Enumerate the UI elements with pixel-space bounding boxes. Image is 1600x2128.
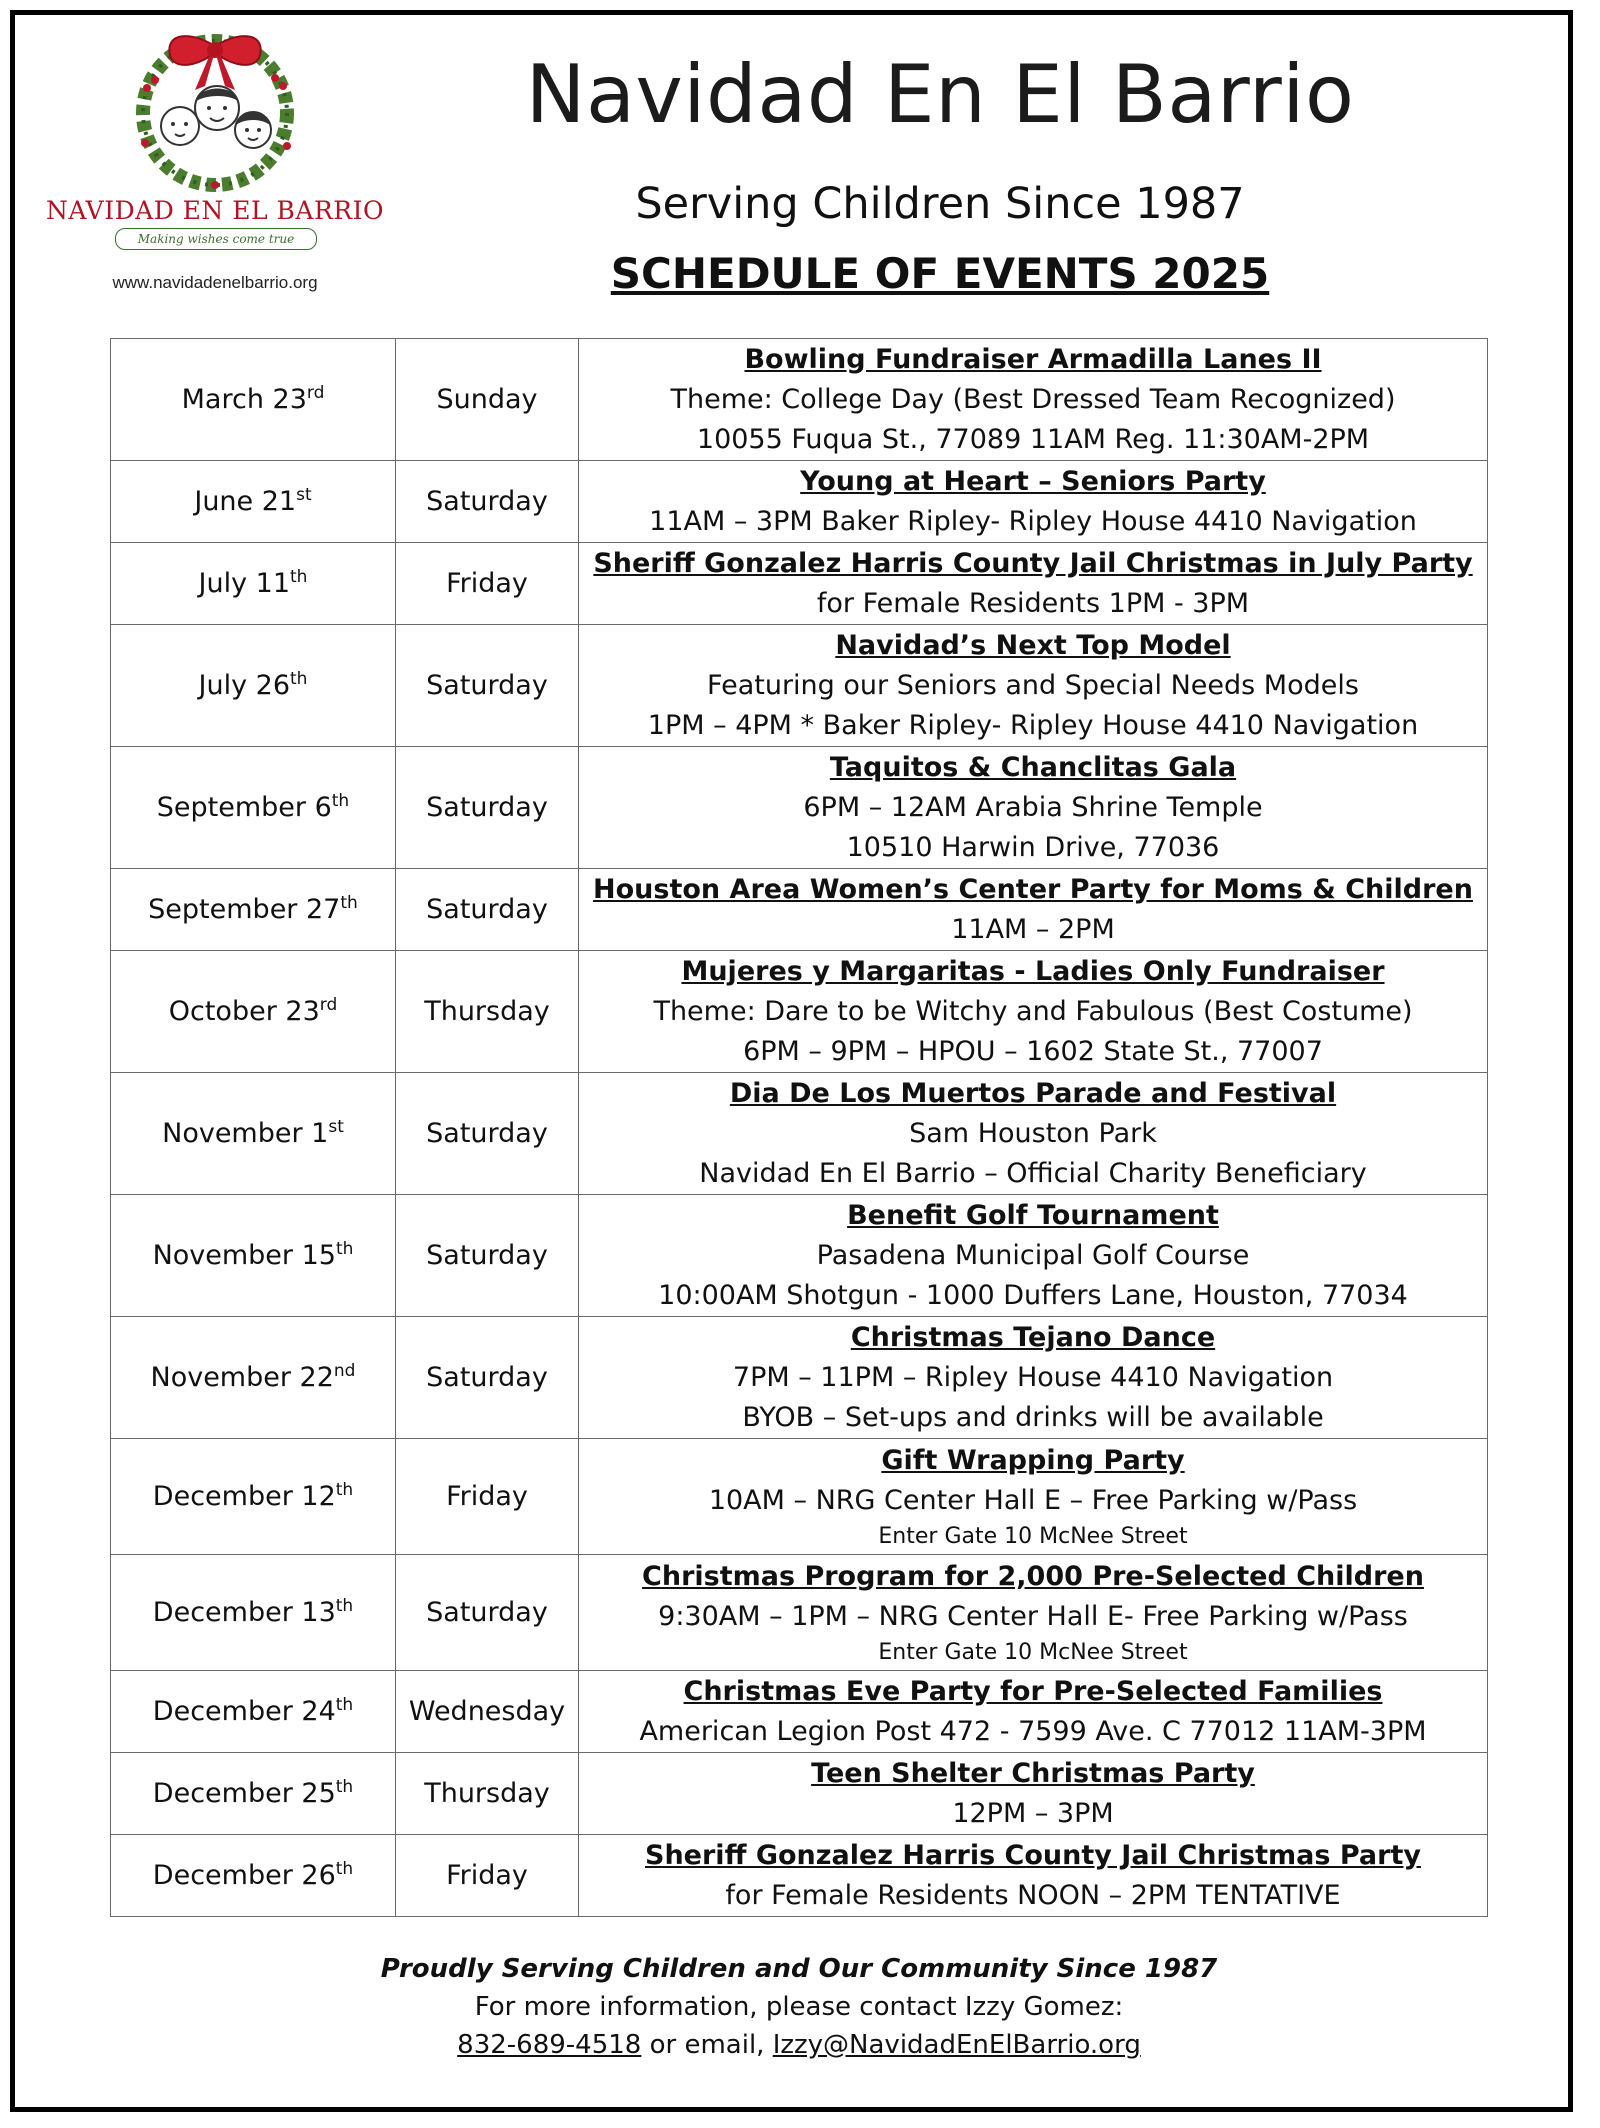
event-line-2: Navidad En El Barrio – Official Charity Beneficiary	[699, 1157, 1367, 1189]
event-date	[111, 951, 396, 1073]
event-date-text: July 11	[198, 567, 291, 599]
event-title: Navidad’s Next Top Model	[835, 629, 1231, 661]
event-line-1: 11AM – 2PM	[951, 913, 1115, 945]
logo-wreath-image	[45, 28, 385, 193]
event-title: Dia De Los Muertos Parade and Festival	[729, 1077, 1337, 1109]
event-row	[111, 625, 1488, 747]
event-row	[111, 1195, 1488, 1317]
email-link[interactable]: Izzy@NavidadEnElBarrio.org	[772, 2030, 1141, 2060]
schedule-heading: SCHEDULE OF EVENTS 2025	[610, 249, 1270, 298]
event-day: Friday	[396, 1835, 579, 1917]
event-date-ordinal: st	[296, 484, 312, 505]
event-date-text: September 27	[148, 893, 341, 925]
event-date-ordinal: th	[335, 1776, 354, 1797]
event-day: Thursday	[396, 951, 579, 1073]
event-row	[111, 1439, 1488, 1555]
event-date	[111, 1555, 396, 1671]
event-details	[579, 1753, 1488, 1835]
event-date	[111, 1195, 396, 1317]
event-day: Friday	[396, 543, 579, 625]
event-date-ordinal: rd	[306, 382, 325, 403]
event-line-1: for Female Residents NOON – 2PM TENTATIVE	[725, 1879, 1341, 1911]
event-date-ordinal: nd	[333, 1360, 356, 1381]
event-line-1: Theme: Dare to be Witchy and Fabulous (Best Costume)	[653, 995, 1413, 1027]
event-row	[111, 543, 1488, 625]
event-line-1: Pasadena Municipal Golf Course	[816, 1239, 1250, 1271]
event-date	[111, 1753, 396, 1835]
event-date-text: November 1	[162, 1117, 329, 1149]
event-date-ordinal: th	[335, 1694, 354, 1715]
event-date	[111, 747, 396, 869]
event-title: Christmas Program for 2,000 Pre-Selected Children	[642, 1560, 1424, 1592]
footer-or-email: or email,	[641, 2030, 773, 2060]
event-line-1: for Female Residents 1PM - 3PM	[816, 587, 1250, 619]
event-date-ordinal: th	[290, 566, 308, 587]
event-day: Saturday	[396, 747, 579, 869]
event-details	[579, 543, 1488, 625]
event-day: Saturday	[396, 625, 579, 747]
event-row	[111, 1835, 1488, 1917]
event-date-ordinal: rd	[319, 994, 338, 1015]
event-day: Sunday	[396, 339, 579, 461]
footer-contact: For more information, please contact Izzy Gomez:	[474, 1992, 1124, 2022]
event-line-2: 1PM – 4PM * Baker Ripley- Ripley House 4410 Navigation	[647, 709, 1419, 741]
event-row	[111, 747, 1488, 869]
event-small: Enter Gate 10 McNee Street	[878, 1523, 1188, 1549]
event-day: Thursday	[396, 1753, 579, 1835]
event-date	[111, 461, 396, 543]
event-date	[111, 625, 396, 747]
event-line-2: BYOB – Set-ups and drinks will be available	[742, 1401, 1324, 1433]
event-row	[111, 1073, 1488, 1195]
event-details	[579, 1671, 1488, 1753]
footer-contact-line	[110, 2026, 1488, 2064]
event-title: Mujeres y Margaritas - Ladies Only Fundraiser	[681, 955, 1385, 987]
event-details	[579, 1317, 1488, 1439]
event-row	[111, 1753, 1488, 1835]
event-title: Sheriff Gonzalez Harris County Jail Christmas in July Party	[593, 547, 1473, 579]
event-date-text: September 6	[156, 791, 332, 823]
event-line-2: 10510 Harwin Drive, 77036	[846, 831, 1220, 863]
event-line-1: Theme: College Day (Best Dressed Team Recognized)	[670, 383, 1396, 415]
event-row	[111, 1555, 1488, 1671]
event-date	[111, 1835, 396, 1917]
event-details	[579, 1195, 1488, 1317]
event-details	[579, 747, 1488, 869]
event-line-1: 6PM – 12AM Arabia Shrine Temple	[803, 791, 1263, 823]
event-day: Wednesday	[396, 1671, 579, 1753]
event-date-text: March 23	[181, 383, 307, 415]
logo-url[interactable]: www.navidadenelbarrio.org	[112, 273, 318, 292]
event-day: Saturday	[396, 1317, 579, 1439]
event-details	[579, 869, 1488, 951]
event-line-1: American Legion Post 472 - 7599 Ave. C 77012 11AM-3PM	[639, 1715, 1427, 1747]
event-date-text: December 26	[152, 1859, 336, 1891]
event-date-text: July 26	[198, 669, 291, 701]
event-row	[111, 869, 1488, 951]
event-date-text: June 21	[194, 485, 297, 517]
event-details	[579, 1439, 1488, 1555]
event-date-text: November 15	[152, 1239, 336, 1271]
event-row	[111, 339, 1488, 461]
page-title: Navidad En El Barrio	[525, 48, 1355, 141]
event-small: Enter Gate 10 McNee Street	[878, 1639, 1188, 1665]
logo-name: NAVIDAD EN EL BARRIO	[45, 196, 384, 225]
event-title: Houston Area Women’s Center Party for Moms & Children	[593, 873, 1473, 905]
event-date-ordinal: th	[335, 1858, 354, 1879]
event-title: Gift Wrapping Party	[881, 1444, 1185, 1476]
event-line-2: 10055 Fuqua St., 77089 11AM Reg. 11:30AM-2PM	[696, 423, 1370, 455]
event-date	[111, 1317, 396, 1439]
event-date	[111, 869, 396, 951]
event-details	[579, 339, 1488, 461]
footer	[110, 1950, 1488, 2064]
event-row	[111, 1671, 1488, 1753]
event-line-2: 6PM – 9PM – HPOU – 1602 State St., 77007	[743, 1035, 1323, 1067]
event-title: Bowling Fundraiser Armadilla Lanes II	[744, 343, 1322, 375]
event-date-ordinal: th	[335, 1238, 354, 1259]
event-details	[579, 1073, 1488, 1195]
event-date	[111, 1671, 396, 1753]
event-date-ordinal: th	[340, 892, 358, 913]
event-date	[111, 1439, 396, 1555]
phone-link[interactable]: 832-689-4518	[457, 2030, 642, 2060]
logo	[45, 28, 385, 308]
event-day: Saturday	[396, 1073, 579, 1195]
event-title: Taquitos & Chanclitas Gala	[829, 751, 1237, 783]
event-date-text: December 13	[152, 1596, 336, 1628]
page-subtitle: Serving Children Since 1987	[635, 179, 1245, 229]
event-title: Teen Shelter Christmas Party	[811, 1757, 1255, 1789]
event-line-1: 10AM – NRG Center Hall E – Free Parking w/Pass	[708, 1484, 1358, 1516]
event-date-text: November 22	[150, 1361, 334, 1393]
event-date-ordinal: th	[290, 668, 308, 689]
event-date-ordinal: th	[335, 1595, 354, 1616]
event-date	[111, 1073, 396, 1195]
event-title: Christmas Eve Party for Pre-Selected Families	[683, 1675, 1383, 1707]
event-details	[579, 1555, 1488, 1671]
event-date-text: December 24	[152, 1695, 336, 1727]
event-details	[579, 461, 1488, 543]
event-date-ordinal: th	[335, 1479, 354, 1500]
event-title: Benefit Golf Tournament	[847, 1199, 1219, 1231]
event-date-text: December 12	[152, 1480, 336, 1512]
event-line-1: 7PM – 11PM – Ripley House 4410 Navigation	[732, 1361, 1334, 1393]
event-day: Saturday	[396, 1195, 579, 1317]
event-day: Saturday	[396, 869, 579, 951]
event-title: Christmas Tejano Dance	[850, 1321, 1216, 1353]
footer-tagline: Proudly Serving Children and Our Community Since 1987	[380, 1954, 1218, 1984]
event-date	[111, 339, 396, 461]
event-date	[111, 543, 396, 625]
event-line-1: 11AM – 3PM Baker Ripley- Ripley House 4410 Navigation	[649, 505, 1417, 537]
event-date-ordinal: th	[331, 790, 350, 811]
event-title: Young at Heart – Seniors Party	[800, 465, 1266, 497]
event-line-2: 10:00AM Shotgun - 1000 Duffers Lane, Houston, 77034	[658, 1279, 1408, 1311]
logo-tagline: Making wishes come true	[115, 228, 317, 250]
event-line-1: Sam Houston Park	[909, 1117, 1157, 1149]
event-details	[579, 625, 1488, 747]
event-line-1: Featuring our Seniors and Special Needs Models	[707, 669, 1359, 701]
event-row	[111, 1317, 1488, 1439]
event-details	[579, 1835, 1488, 1917]
event-details	[579, 951, 1488, 1073]
event-date-text: October 23	[168, 995, 320, 1027]
schedule-table	[110, 338, 1488, 1917]
event-date-ordinal: st	[328, 1116, 344, 1137]
event-day: Saturday	[396, 461, 579, 543]
event-day: Saturday	[396, 1555, 579, 1671]
event-row	[111, 461, 1488, 543]
event-date-text: December 25	[152, 1777, 336, 1809]
event-day: Friday	[396, 1439, 579, 1555]
event-row	[111, 951, 1488, 1073]
event-line-1: 9:30AM – 1PM – NRG Center Hall E- Free Parking w/Pass	[658, 1600, 1408, 1632]
event-title: Sheriff Gonzalez Harris County Jail Christmas Party	[645, 1839, 1421, 1871]
event-line-1: 12PM – 3PM	[952, 1797, 1114, 1829]
